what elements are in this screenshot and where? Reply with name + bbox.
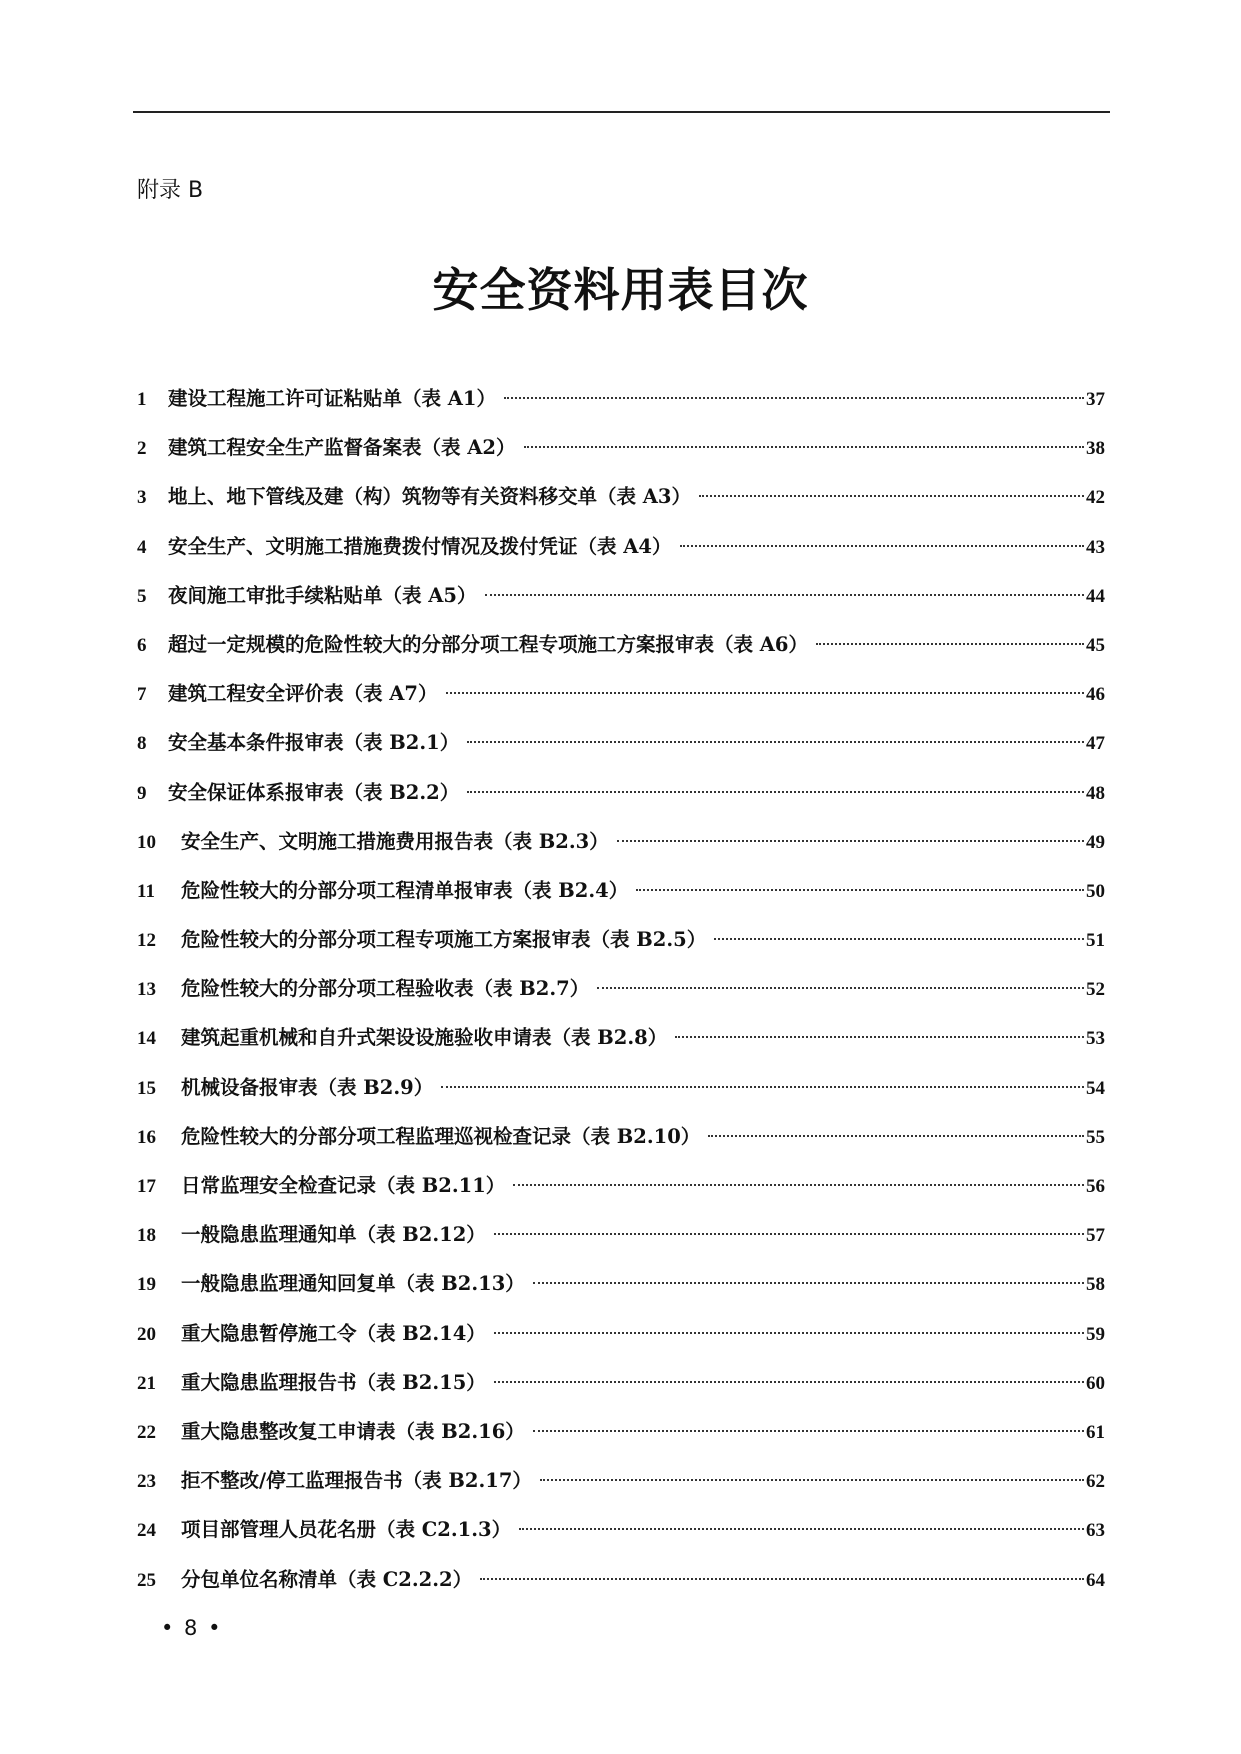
toc-entry-page: 63 [1086, 1520, 1105, 1542]
toc-entry-number: 21 [137, 1372, 156, 1394]
dot-leader [441, 1086, 1084, 1088]
dot-leader [714, 938, 1084, 940]
dot-leader [467, 791, 1084, 793]
toc-entry-page: 53 [1086, 1028, 1105, 1050]
toc-entry-number: 7 [137, 684, 147, 706]
toc-entry[interactable] [137, 678, 1105, 727]
toc-entry-number: 18 [137, 1225, 156, 1247]
toc-entry-label: 拒不整改/停工监理报告书（表 B2.17） [181, 1469, 532, 1493]
toc-entry-number: 12 [137, 930, 156, 952]
toc-entry[interactable] [137, 1564, 1105, 1613]
toc-entry[interactable] [137, 1219, 1105, 1268]
toc-entry[interactable] [137, 629, 1105, 678]
toc-entry-page: 54 [1086, 1077, 1105, 1099]
toc-entry[interactable] [137, 481, 1105, 530]
toc-entry[interactable] [137, 1170, 1105, 1219]
toc-entry-number: 16 [137, 1126, 156, 1148]
toc-entry[interactable] [137, 777, 1105, 826]
toc-entry[interactable] [137, 875, 1105, 924]
toc-entry-label: 安全生产、文明施工措施费拨付情况及拨付凭证（表 A4） [168, 534, 672, 558]
toc-entry-label: 机械设备报审表（表 B2.9） [181, 1075, 434, 1099]
toc-entry-page: 49 [1086, 831, 1105, 853]
dot-leader [617, 840, 1084, 842]
toc-entry-number: 13 [137, 979, 156, 1001]
dot-leader [513, 1184, 1084, 1186]
toc-entry-number: 11 [137, 880, 155, 902]
toc-entry-page: 37 [1086, 389, 1105, 410]
toc-entry-number: 9 [137, 782, 147, 804]
toc-entry-label: 项目部管理人员花名册（表 C2.1.3） [181, 1518, 512, 1542]
dot-leader [446, 692, 1085, 694]
toc-entry[interactable] [137, 1367, 1105, 1416]
toc-entry-label: 超过一定规模的危险性较大的分部分项工程专项施工方案报审表（表 A6） [168, 632, 808, 656]
toc-entry[interactable] [137, 924, 1105, 973]
toc-entry-number: 25 [137, 1569, 156, 1591]
dot-leader [533, 1430, 1084, 1432]
toc-entry[interactable] [137, 1121, 1105, 1170]
page-title: 安全资料用表目次 [432, 263, 809, 317]
toc-entry[interactable] [137, 826, 1105, 875]
toc-entry[interactable] [137, 1318, 1105, 1367]
toc-entry-page: 56 [1086, 1176, 1105, 1197]
dot-leader [597, 987, 1084, 989]
dot-leader [816, 643, 1084, 645]
toc-entry-label: 日常监理安全检查记录（表 B2.11） [181, 1174, 506, 1197]
toc-entry-page: 44 [1086, 585, 1105, 607]
toc-entry-number: 10 [137, 831, 156, 853]
toc-entry[interactable] [137, 1514, 1105, 1563]
toc-entry-page: 38 [1086, 438, 1105, 460]
dot-leader [485, 594, 1085, 596]
toc-entry-page: 64 [1086, 1569, 1105, 1591]
toc-entry[interactable] [137, 1416, 1105, 1465]
toc-entry-number: 5 [137, 585, 147, 607]
toc-entry-page: 50 [1086, 880, 1105, 902]
toc-entry-number: 14 [137, 1028, 156, 1050]
toc-entry-page: 42 [1086, 487, 1105, 509]
toc-entry-page: 46 [1086, 684, 1105, 706]
toc-entry-label: 分包单位名称清单（表 C2.2.2） [181, 1567, 473, 1591]
toc-entry-label: 夜间施工审批手续粘贴单（表 A5） [168, 583, 477, 607]
dot-leader [494, 1381, 1084, 1383]
toc-entry[interactable] [137, 432, 1105, 481]
toc-entry-page: 58 [1086, 1274, 1105, 1296]
toc-entry-page: 43 [1086, 536, 1105, 558]
dot-leader [524, 446, 1085, 448]
toc-entry[interactable] [137, 1268, 1105, 1317]
toc-entry-label: 安全生产、文明施工措施费用报告表（表 B2.3） [181, 829, 609, 853]
toc-entry-label: 建筑工程安全生产监督备案表（表 A2） [168, 436, 516, 460]
toc-entry[interactable] [137, 1465, 1105, 1514]
toc-entry-number: 2 [137, 438, 147, 460]
toc-entry-number: 22 [137, 1421, 156, 1443]
toc-entry-label: 危险性较大的分部分项工程验收表（表 B2.7） [181, 977, 590, 1001]
toc-entry-page: 59 [1086, 1323, 1105, 1345]
dot-leader [494, 1233, 1084, 1235]
dot-leader [675, 1036, 1084, 1038]
dot-leader [494, 1332, 1084, 1334]
dot-leader [467, 741, 1084, 743]
toc-entry-label: 安全基本条件报审表（表 B2.1） [168, 731, 460, 755]
page-number: • 8 • [161, 1616, 223, 1640]
toc-entry-label: 建筑工程安全评价表（表 A7） [168, 682, 438, 706]
toc-entry-label: 一般隐患监理通知回复单（表 B2.13） [181, 1272, 525, 1296]
toc-entry[interactable] [137, 973, 1105, 1022]
toc-entry-number: 17 [137, 1176, 156, 1197]
toc-entry[interactable] [137, 1072, 1105, 1121]
toc-entry-label: 重大隐患暂停施工令（表 B2.14） [181, 1321, 486, 1345]
toc-entry-number: 19 [137, 1274, 156, 1296]
dot-leader [708, 1135, 1084, 1137]
toc-entry-page: 60 [1086, 1372, 1105, 1394]
toc-entry-label: 重大隐患监理报告书（表 B2.15） [181, 1370, 486, 1394]
dot-leader [519, 1528, 1084, 1530]
dot-leader [680, 545, 1085, 547]
toc-entry-label: 重大隐患整改复工申请表（表 B2.16） [181, 1419, 525, 1443]
toc-entry-page: 57 [1086, 1225, 1105, 1247]
toc-entry[interactable] [137, 727, 1105, 776]
toc-entry-label: 危险性较大的分部分项工程清单报审表（表 B2.4） [181, 878, 629, 902]
toc-entry-number: 1 [137, 389, 147, 410]
toc-entry[interactable] [137, 1022, 1105, 1071]
toc-entry-page: 61 [1086, 1421, 1105, 1443]
toc-entry[interactable] [137, 580, 1105, 629]
toc-entry-page: 55 [1086, 1126, 1105, 1148]
toc-entry-page: 62 [1086, 1471, 1105, 1493]
dot-leader [699, 495, 1084, 497]
dot-leader [540, 1479, 1084, 1481]
toc-entry[interactable] [137, 531, 1105, 580]
toc-entry-number: 24 [137, 1520, 156, 1542]
header-rule [133, 111, 1110, 113]
dot-leader [480, 1578, 1084, 1580]
toc-entry-number: 15 [137, 1077, 156, 1099]
toc-entry-page: 45 [1086, 634, 1105, 656]
toc-entry-label: 一般隐患监理通知单（表 B2.12） [181, 1223, 486, 1247]
toc-entry-number: 20 [137, 1323, 156, 1345]
toc-entry-number: 4 [137, 536, 147, 558]
toc-entry-label: 安全保证体系报审表（表 B2.2） [168, 780, 460, 804]
toc-entry-page: 47 [1086, 733, 1105, 755]
toc-entry-label: 建设工程施工许可证粘贴单（表 A1） [168, 387, 496, 410]
dot-leader [504, 397, 1084, 399]
toc-entry-label: 地上、地下管线及建（构）筑物等有关资料移交单（表 A3） [168, 485, 691, 509]
toc-entry-page: 48 [1086, 782, 1105, 804]
toc-entry-label: 建筑起重机械和自升式架设设施验收申请表（表 B2.8） [181, 1026, 668, 1050]
toc-entry-page: 51 [1086, 930, 1105, 952]
toc-entry-number: 23 [137, 1471, 156, 1493]
toc-list [137, 383, 1105, 1613]
dot-leader [533, 1282, 1084, 1284]
toc-entry-number: 6 [137, 634, 147, 656]
toc-entry-number: 3 [137, 487, 147, 509]
toc-entry-number: 8 [137, 733, 147, 755]
toc-entry-label: 危险性较大的分部分项工程监理巡视检查记录（表 B2.10） [181, 1124, 701, 1148]
toc-entry-page: 52 [1086, 979, 1105, 1001]
appendix-label: 附录 B [137, 178, 204, 203]
toc-entry-label: 危险性较大的分部分项工程专项施工方案报审表（表 B2.5） [181, 928, 707, 952]
toc-entry[interactable] [137, 383, 1105, 432]
dot-leader [636, 889, 1084, 891]
